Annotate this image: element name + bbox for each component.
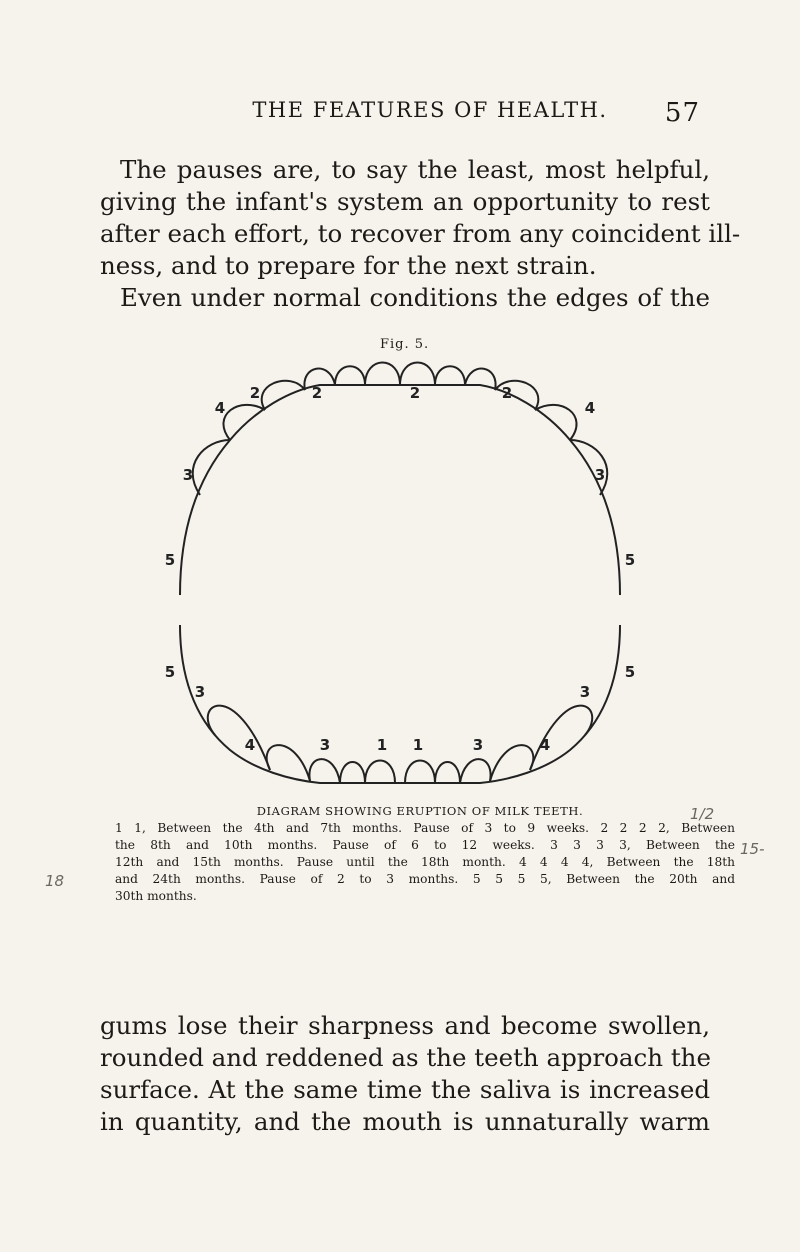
tooth-number: 5 [164,663,176,681]
caption-line: 12th and 15th months. Pause until the 18th month. 4 4 4 4, Between the 18th [115,855,735,869]
caption-line: 1 1, Between the 4th and 7th months. Pause of 3 to 9 weeks. 2 2 2 2, Between [115,821,735,835]
teeth-diagram [160,355,640,790]
lower-tooth [309,759,340,783]
tooth-number: 5 [624,663,636,681]
lower-arch [180,625,620,783]
tooth-number: 2 [409,384,421,402]
text-line: The pauses are, to say the least, most helpful, [120,155,710,184]
lower-molar [490,745,533,781]
upper-molar [535,405,577,440]
lower-molar [267,745,310,781]
pencil-annotation: 1/2 [690,805,715,823]
tooth-number: 3 [594,466,606,484]
text-line: after each effort, to recover from any coincident ill- [100,219,741,248]
tooth-number: 5 [624,551,636,569]
tooth-number: 4 [214,399,226,417]
text-line: rounded and reddened as the teeth approach the [100,1043,711,1072]
pencil-annotation: 18 [45,872,65,890]
lower-tooth [435,762,460,783]
tooth-number: 3 [194,683,206,701]
caption-heading: DIAGRAM SHOWING ERUPTION OF MILK TEETH. [256,804,584,818]
tooth-number: 4 [584,399,596,417]
upper-tooth [335,366,365,385]
text-line: ness, and to prepare for the next strain. [100,251,597,280]
text-line: in quantity, and the mouth is unnaturally warm [100,1107,710,1136]
tooth-number: 2 [249,384,261,402]
page-number: 57 [664,98,700,128]
paragraph-bottom [100,1010,710,1138]
caption-line: the 8th and 10th months. Pause of 6 to 12 weeks. 3 3 3 3, Between the [115,838,735,852]
text-line: Even under normal conditions the edges of the [120,283,710,312]
tooth-number: 3 [182,466,194,484]
lower-tooth [340,762,365,783]
page-title: THE FEATURES OF HEALTH. [252,98,608,122]
text-line: gums lose their sharpness and become swollen, [100,1011,710,1040]
caption-line: and 24th months. Pause of 2 to 3 months. 5 5 5 5, Between the 20th and [115,872,735,886]
figure-label: Fig. 5. [380,337,430,352]
tooth-number: 1 [412,736,424,754]
upper-tooth [435,366,465,385]
paragraph-top [100,154,741,314]
lower-tooth [460,759,491,783]
tooth-number: 3 [319,736,331,754]
lower-tooth [365,761,395,784]
tooth-number: 4 [244,736,256,754]
tooth-number: 3 [579,683,591,701]
lower-tooth [405,761,435,784]
upper-tooth [400,363,435,386]
figure-caption [105,803,735,905]
caption-line: 30th months. [115,889,197,903]
upper-molar [223,405,265,440]
tooth-number: 1 [376,736,388,754]
upper-arch [180,385,620,595]
upper-tooth [365,363,400,386]
tooth-number: 2 [501,384,513,402]
text-line: giving the infant's system an opportunity to rest [100,187,710,216]
tooth-number: 2 [311,384,323,402]
tooth-number: 5 [164,551,176,569]
tooth-number: 4 [539,736,551,754]
pencil-annotation: 15- [740,840,765,858]
text-line: surface. At the same time the saliva is increased [100,1075,710,1104]
tooth-number: 3 [472,736,484,754]
